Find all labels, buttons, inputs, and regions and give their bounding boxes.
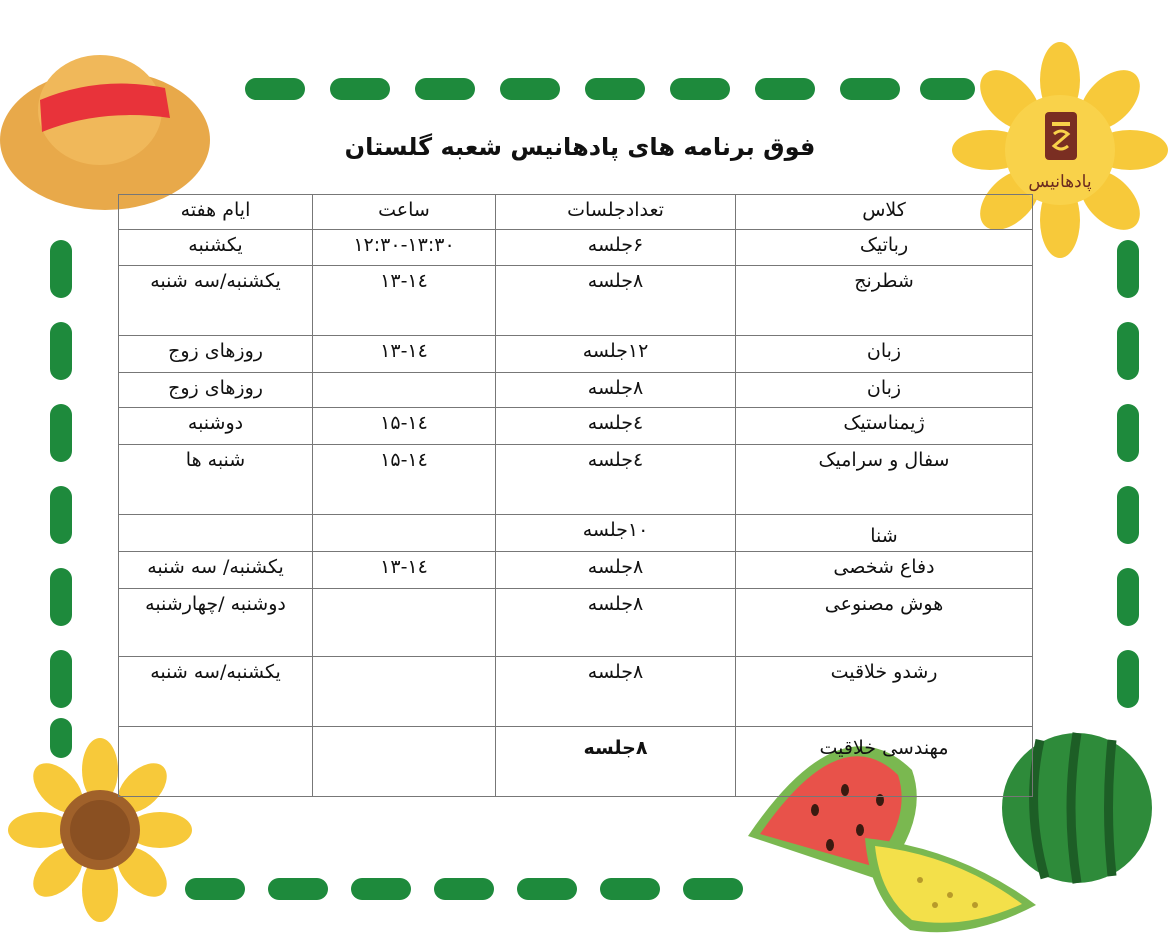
cell-sessions: ۸جلسه [496,589,736,657]
cell-days: روزهای زوج [119,336,313,373]
cell-days: یکشنبه/ سه شنبه [119,552,313,589]
table-row [119,373,1033,408]
right-dashed-border [1117,240,1139,708]
table-row [119,657,1033,727]
cell-days: دوشنبه [119,408,313,445]
table-row [119,445,1033,515]
table-row [119,230,1033,266]
cell-days [119,727,313,797]
left-dashed-border [50,240,72,758]
table-row [119,589,1033,657]
cell-sessions: ٤جلسه [496,408,736,445]
cell-sessions: ۶جلسه [496,230,736,266]
cell-sessions: ۸جلسه [496,552,736,589]
cell-days: یکشنبه [119,230,313,266]
cell-class: سفال و سرامیک [736,445,1033,515]
cell-class: هوش مصنوعی [736,589,1033,657]
straw-hat-icon [0,55,210,210]
logo-text: پادهانیس [1028,172,1092,192]
bottom-dashed-border [185,878,743,900]
cell-time: ۱٤-۱۵ [313,408,496,445]
cell-class: ژیمناستیک [736,408,1033,445]
header-class: کلاس [736,195,1033,230]
cell-days: دوشنبه /چهارشنبه [119,589,313,657]
table-header-row [119,195,1033,230]
cell-days: روزهای زوج [119,373,313,408]
page-title: فوق برنامه های پادهانیس شعبه گلستان [344,133,816,161]
cell-sessions: ۱۲جلسه [496,336,736,373]
cell-sessions: ۸جلسه [496,727,736,797]
cell-time: ۱٤-۱۵ [313,445,496,515]
cell-sessions: ۱۰جلسه [496,515,736,552]
schedule-table [118,194,1033,797]
cell-time [313,657,496,727]
cell-class: رشدو خلاقیت [736,657,1033,727]
cell-sessions: ٤جلسه [496,445,736,515]
cell-sessions: ۸جلسه [496,373,736,408]
cell-days: شنبه ها [119,445,313,515]
cell-time: ۱۳-۱٤ [313,552,496,589]
cell-time [313,515,496,552]
cell-days [119,515,313,552]
cell-class: شنا [736,515,1033,552]
table-row [119,336,1033,373]
cell-time: ۱۳-۱٤ [313,266,496,336]
cell-time [313,589,496,657]
cell-time: ۱۲:۳۰-۱۳:۳۰ [313,230,496,266]
cell-class: مهندسی خلاقیت [736,727,1033,797]
cell-sessions: ۸جلسه [496,657,736,727]
cell-class: زبان [736,336,1033,373]
cell-class: شطرنج [736,266,1033,336]
cell-class: رباتیک [736,230,1033,266]
cell-time [313,727,496,797]
yellow-melon-slice-icon [865,838,1036,932]
cell-days: یکشنبه/سه شنبه [119,657,313,727]
cell-sessions: ۸جلسه [496,266,736,336]
header-time: ساعت [313,195,496,230]
cell-days: یکشنبه/سه شنبه [119,266,313,336]
table-row [119,552,1033,589]
table-row [119,266,1033,336]
header-sessions: تعدادجلسات [496,195,736,230]
table-row [119,408,1033,445]
cell-time: ۱۳-۱٤ [313,336,496,373]
cell-class: زبان [736,373,1033,408]
cell-time [313,373,496,408]
cell-class: دفاع شخصی [736,552,1033,589]
table-row [119,515,1033,552]
header-days: ایام هفته [119,195,313,230]
padhanis-logo-icon [1045,112,1077,160]
top-dashed-border [245,78,975,100]
table-row [119,727,1033,797]
